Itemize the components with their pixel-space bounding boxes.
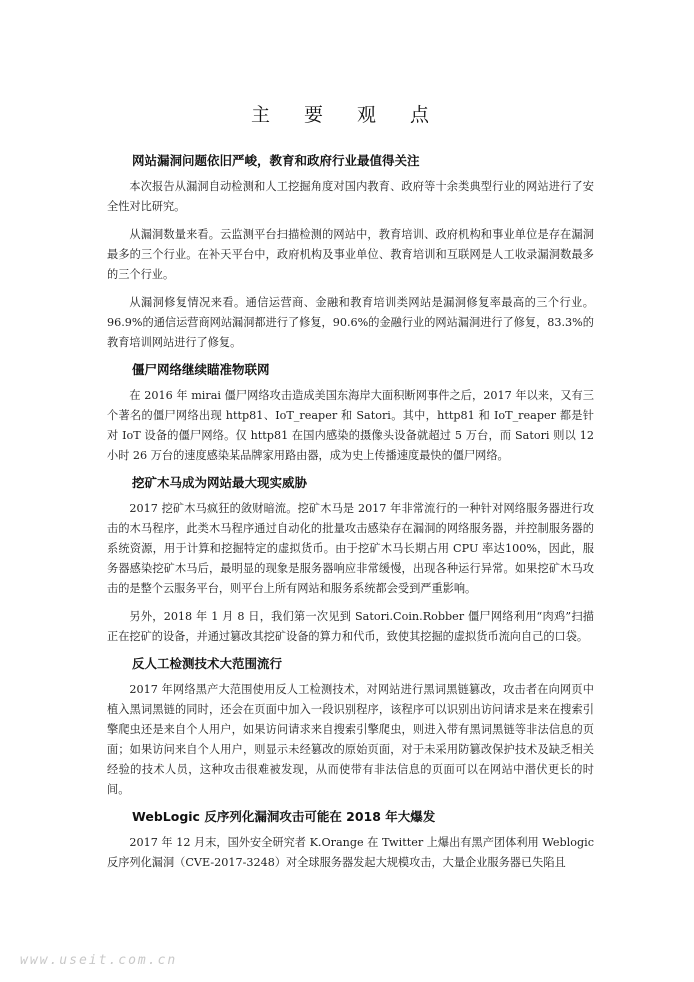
paragraph: 在 2016 年 mirai 僵尸网络攻击造成美国东海岸大面积断网事件之后，2017 年以来，又有三个著名的僵尸网络出现 http81、IoT_reaper 和 Satori。其中，http81 和 IoT_reaper 都是针对 IoT 设备的僵尸网络。仅 http81 在国内感染的摄像头设备就超过 5 万台，而 Satori 则以 12 小时 26 万台的速度感染某品牌家用路由器，成为史上传播速度最快的僵尸网络。 (107, 389, 594, 462)
watermark-text: www.useit.com.cn (20, 953, 178, 968)
section-heading: 挖矿木马成为网站最大现实威胁 (132, 475, 308, 490)
paragraph: 本次报告从漏洞自动检测和人工挖掘角度对国内教育、政府等十余类典型行业的网站进行了安全性对比研究。 (107, 180, 594, 213)
paragraph: 2017 年网络黑产大范围使用反人工检测技术，对网站进行黑词黑链篡改，攻击者在向网页中植入黑词黑链的同时，还会在页面中加入一段识别程序，该程序可以识别出访问请求是来在搜索引擎爬虫还是来自个人用户，如果访问请求来自搜索引擎爬虫，则进入带有黑词黑链等非法信息的页面；如果访问来自个人用户，则显示未经篡改的原始页面，对于未采用防篡改保护技术及缺乏相关经验的技术人员，这种攻击很难被发现，从而使带有非法信息的页面可以在网站中潜伏更长的时间。 (107, 683, 594, 796)
section-heading: 反人工检测技术大范围流行 (132, 656, 283, 671)
document-body (107, 150, 594, 881)
paragraph: 2017 年 12 月末，国外安全研究者 K.Orange 在 Twitter 上爆出有黑产团体利用 Weblogic 反序列化漏洞（CVE-2017-3248）对全球服务器发起大规模攻击，大量企业服务器已失陷且 (107, 836, 594, 869)
section-botnet-iot (107, 361, 594, 466)
section-web-vulnerabilities (107, 152, 594, 353)
section-heading: 网站漏洞问题依旧严峻，教育和政府行业最值得关注 (132, 153, 420, 168)
paragraph: 另外，2018 年 1 月 8 日，我们第一次见到 Satori.Coin.Robber 僵尸网络利用“肉鸡”扫描正在挖矿的设备，并通过篡改其挖矿设备的算力和代币，致使其挖掘的虚拟货币流向自己的口袋。 (107, 610, 594, 643)
page-title: 主 要 观 点 (250, 104, 444, 126)
paragraph: 2017 挖矿木马疯狂的敛财暗流。挖矿木马是 2017 年非常流行的一种针对网络服务器进行攻击的木马程序，此类木马程序通过自动化的批量攻击感染存在漏洞的网络服务器，并控制服务器的系统资源，用于计算和挖掘特定的虚拟货币。由于挖矿木马长期占用 CPU 率达100%，因此，服务器感染挖矿木马后，最明显的现象是服务器响应非常缓慢，出现各种运行异常。如果挖矿木马攻击的是整个云服务平台，则平台上所有网站和服务系统都会受到严重影响。 (107, 502, 594, 595)
section-mining-trojan (107, 474, 594, 647)
section-weblogic (107, 808, 594, 873)
section-heading: 僵尸网络继续瞄准物联网 (132, 362, 270, 377)
section-heading: WebLogic 反序列化漏洞攻击可能在 2018 年大爆发 (132, 809, 436, 824)
section-anti-detection (107, 655, 594, 800)
paragraph: 从漏洞修复情况来看。通信运营商、金融和教育培训类网站是漏洞修复率最高的三个行业。96.9%的通信运营商网站漏洞都进行了修复，90.6%的金融行业的网站漏洞进行了修复，83.3%的教育培训网站进行了修复。 (107, 296, 594, 349)
paragraph: 从漏洞数量来看。云监测平台扫描检测的网站中，教育培训、政府机构和事业单位是存在漏洞最多的三个行业。在补天平台中，政府机构及事业单位、教育培训和互联网是人工收录漏洞数最多的三个行业。 (107, 228, 594, 281)
